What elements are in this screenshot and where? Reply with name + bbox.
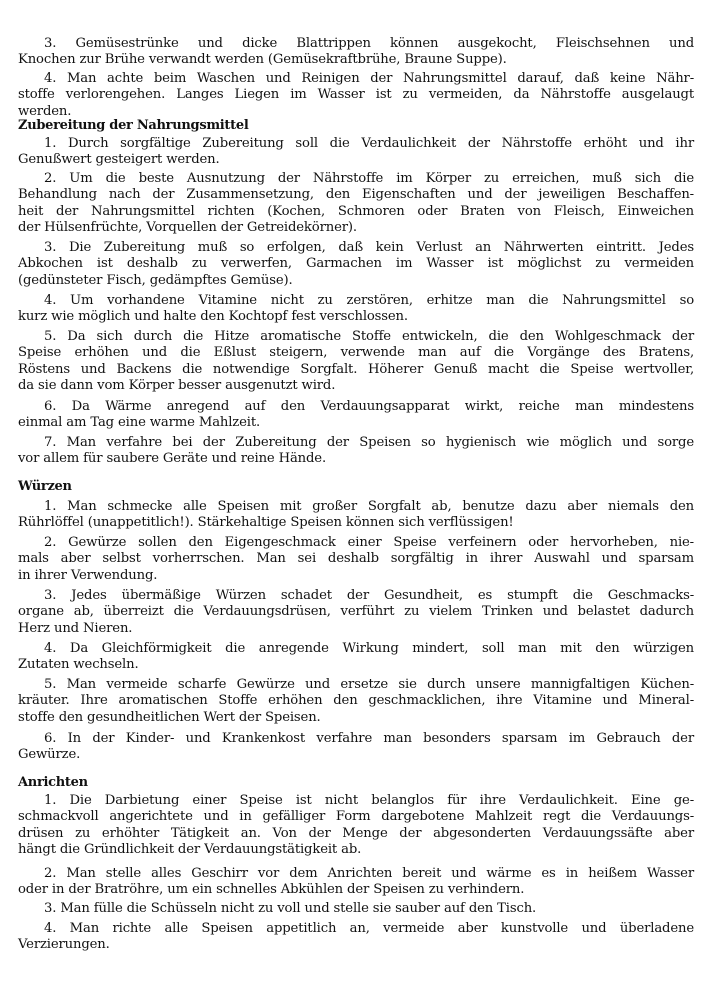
text-line: 4. Um vorhandene Vitamine nicht zu zerstören, erhitze man die Nahrungsmittel so — [44, 293, 694, 308]
text-line: 2. Gewürze sollen den Eigengeschmack einer Speise verfeinern oder hervorheben, nie- — [44, 535, 694, 550]
section-heading: Anrichten — [18, 775, 88, 790]
text-line: Herz und Nieren. — [18, 620, 133, 636]
text-line: 3. Gemüsestrünke und dicke Blattrippen können ausgekocht, Fleischsehnen und — [44, 36, 694, 51]
text-line: da sie dann vom Körper besser ausgenutzt wird. — [18, 378, 336, 394]
text-line: 3. Die Zubereitung muß so erfolgen, daß kein Verlust an Nährwerten eintritt. Jedes — [44, 240, 694, 255]
paragraph — [18, 535, 694, 584]
paragraph — [18, 731, 694, 764]
text-line: 2. Man stelle alles Geschirr vor dem Anrichten bereit und wärme es in heißem Wasser — [44, 866, 694, 881]
section-heading: Zubereitung der Nahrungsmittel — [18, 118, 249, 133]
paragraph — [18, 136, 694, 169]
text-line: heit der Nahrungsmittel richten (Kochen, Schmoren oder Braten von Fleisch, Einweichen — [18, 203, 694, 219]
text-line: stoffe den gesundheitlichen Wert der Speisen. — [18, 709, 321, 725]
text-line: 6. Da Wärme anregend auf den Verdauungsapparat wirkt, reiche man mindestens — [44, 399, 694, 414]
paragraph — [18, 329, 694, 395]
paragraph — [18, 641, 694, 674]
text-line: der Hülsenfrüchte, Vorquellen der Getreidekörner). — [18, 220, 357, 236]
paragraph — [18, 793, 694, 859]
text-line: stoffe verlorengehen. Langes Liegen im Wasser ist zu vermeiden, da Nährstoffe ausgelaugt — [18, 87, 694, 103]
text-line: 3. Jedes übermäßige Würzen schadet der Gesundheit, es stumpft die Geschmacks- — [44, 588, 694, 603]
paragraph — [18, 677, 694, 726]
text-line: in ihrer Verwendung. — [18, 567, 158, 583]
text-line: 4. Man achte beim Waschen und Reinigen der Nahrungsmittel darauf, daß keine Nähr- — [44, 71, 694, 86]
paragraph — [18, 293, 694, 326]
paragraph — [18, 435, 694, 468]
text-line: Gewürze. — [18, 747, 81, 763]
text-line: 3. Man fülle die Schüsseln nicht zu voll und stelle sie sauber auf den Tisch. — [44, 901, 537, 916]
text-line: Röstens und Backens die notwendige Sorgfalt. Höherer Genuß macht die Speise wertvoller, — [18, 361, 694, 377]
text-line: organe ab, überreizt die Verdauungsdrüsen, verführt zu vielem Trinken und belastet dadurch — [18, 604, 694, 620]
text-line: Verzierungen. — [18, 937, 110, 953]
text-line: kurz wie möglich und halte den Kochtopf fest verschlossen. — [18, 309, 408, 325]
text-line: 6. In der Kinder- und Krankenkost verfahre man besonders sparsam im Gebrauch der — [44, 731, 694, 746]
text-line: mals aber selbst vorherrschen. Man sei deshalb sorgfältig in ihrer Auswahl und sparsam — [18, 551, 694, 567]
text-line: 1. Man schmecke alle Speisen mit großer Sorgfalt ab, benutze dazu aber niemals den — [44, 499, 694, 514]
text-line: 5. Da sich durch die Hitze aromatische Stoffe entwickeln, die den Wohlgeschmack der — [44, 329, 694, 344]
text-line: 4. Man richte alle Speisen appetitlich an, vermeide aber kunstvolle und überladene — [44, 921, 694, 936]
text-line: 2. Um die beste Ausnutzung der Nährstoffe im Körper zu erreichen, muß sich die — [44, 171, 694, 186]
paragraph — [18, 921, 694, 954]
text-line: (gedünsteter Fisch, gedämpftes Gemüse). — [18, 272, 293, 288]
paragraph — [18, 901, 694, 917]
paragraph — [18, 71, 694, 120]
text-line: 5. Man vermeide scharfe Gewürze und ersetze sie durch unsere mannigfaltigen Küchen- — [44, 677, 694, 692]
text-line: 1. Durch sorgfältige Zubereitung soll die Verdaulichkeit der Nährstoffe erhöht und ihr — [44, 136, 694, 151]
text-line: 4. Da Gleichförmigkeit die anregende Wirkung mindert, soll man mit den würzigen — [44, 641, 694, 656]
text-line: vor allem für saubere Geräte und reine Hände. — [18, 451, 327, 467]
section-heading: Würzen — [18, 479, 72, 494]
text-line: hängt die Gründlichkeit der Verdauungstätigkeit ab. — [18, 842, 362, 858]
text-line: werden. — [18, 103, 72, 119]
text-line: Behandlung nach der Zusammensetzung, den Eigenschaften und der jeweiligen Beschaffen- — [18, 187, 694, 203]
paragraph — [18, 399, 694, 432]
text-line: Zutaten wechseln. — [18, 657, 139, 673]
text-line: einmal am Tag eine warme Mahlzeit. — [18, 415, 261, 431]
text-line: Rührlöffel (unappetitlich!). Stärkehaltige Speisen können sich verflüssigen! — [18, 515, 514, 531]
paragraph — [18, 588, 694, 637]
paragraph — [18, 866, 694, 899]
paragraph — [18, 36, 694, 69]
text-line: kräuter. Ihre aromatischen Stoffe erhöhen den geschmacklichen, ihre Vitamine und Mineral- — [18, 693, 694, 709]
text-line: schmackvoll angerichtete und in gefälliger Form dargebotene Mahlzeit regt die Verdauungs- — [18, 809, 694, 825]
text-line: Genußwert gesteigert werden. — [18, 152, 220, 168]
paragraph — [18, 171, 694, 237]
text-line: Knochen zur Brühe verwandt werden (Gemüsekraftbrühe, Braune Suppe). — [18, 52, 507, 68]
paragraph — [18, 499, 694, 532]
text-line: drüsen zu erhöhter Tätigkeit an. Von der Menge der abgesonderten Verdauungssäfte aber — [18, 825, 694, 841]
text-line: 1. Die Darbietung einer Speise ist nicht belanglos für ihre Verdaulichkeit. Eine ge- — [44, 793, 694, 808]
text-line: Abkochen ist deshalb zu verwerfen, Garmachen im Wasser ist möglichst zu vermeiden — [18, 256, 694, 272]
text-line: oder in der Bratröhre, um ein schnelles Abkühlen der Speisen zu verhindern. — [18, 882, 525, 898]
paragraph — [18, 240, 694, 289]
text-line: Speise erhöhen und die Eßlust steigern, verwende man auf die Vorgänge des Bratens, — [18, 345, 694, 361]
text-line: 7. Man verfahre bei der Zubereitung der Speisen so hygienisch wie möglich und sorge — [44, 435, 694, 450]
